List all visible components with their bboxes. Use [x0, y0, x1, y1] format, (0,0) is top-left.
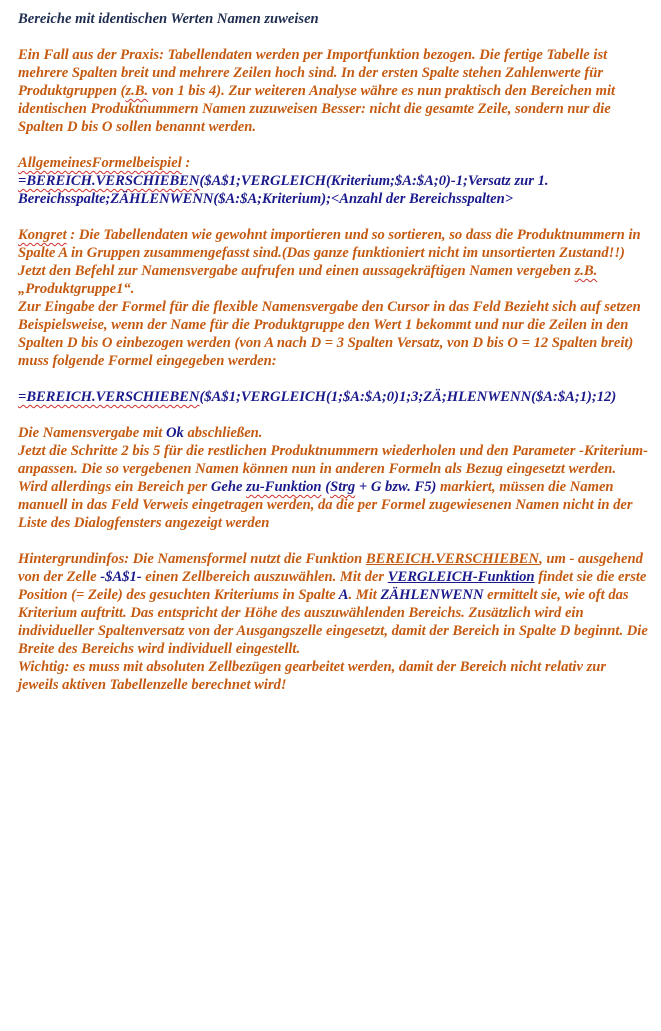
kongret-zb: z.B.: [574, 263, 598, 279]
bg-zaehlenwenn: ZÄHLENWENN: [380, 587, 484, 603]
steps-text: Jetzt die Schritte 2 bis 5 für die restlichen Produktnummern wiederholen und den Parameter -Kriterium- anpassen. Die so vergebenen Namen können nun in anderen Formeln als Bezug eingesetzt werden. Wird allerdings ein Bereich per: [18, 443, 649, 495]
strg-key: Strg: [330, 479, 356, 495]
intro-zb: z.B.: [125, 83, 149, 99]
example-formula: ($A$1;VERGLEICH(Kriterium;$A:$A;0)-1;Versatz zur 1. Bereichsspalte;ZÄHLENWENN($A:$A;Kriterium);<Anzahl der Bereichsspalten>: [18, 173, 549, 207]
ok-word: Ok: [165, 425, 184, 441]
bg-text-c: findet sie die erste Position (= Zeile) des gesuchten Kriteriums in Spalte: [18, 569, 647, 603]
ok-pre: Die Namensvergabe mit: [18, 425, 166, 441]
kongret-text: : Die Tabellendaten wie gewohnt importieren und so sortieren, so dass die Produktnummern in Spalte A in Gruppen zusammengefasst sind.(Das ganze funktioniert nicht im unsortierten Zustand!!) Jetzt den Befehl zur Namensvergabe aufrufen und einen aussagekräftigen Namen vergeben: [18, 227, 641, 279]
background-paragraph: [18, 550, 648, 694]
document-body: [18, 10, 648, 712]
intro-text: Ein Fall aus der Praxis: Tabellendaten werden per Importfunktion bezogen. Die fertige Tabelle ist mehrere Spalten breit und mehrere Zeilen hoch sind. In der ersten Spalte stehen Zahlenwerte für Produktgruppen (: [18, 47, 608, 99]
bg-cell: -$A$1-: [100, 569, 142, 585]
bg-function: BEREICH.VERSCHIEBEN: [365, 551, 540, 567]
kongret-text-b: „Produktgruppe1“.: [18, 281, 135, 297]
gehe-open: (: [321, 479, 331, 495]
bg-column: A: [338, 587, 349, 603]
ok-post: abschließen.: [183, 425, 263, 441]
kongret-label: Kongret: [18, 227, 67, 243]
formula-function-name: =BEREICH.VERSCHIEBEN: [18, 389, 200, 405]
bg-text-d: . Mit: [348, 587, 381, 603]
steps-paragraph: [18, 424, 648, 532]
important-note: Wichtig: es muss mit absoluten Zellbezügen gearbeitet werden, damit der Bereich nicht relativ zur jeweils aktiven Tabellenzelle berechnet wird!: [18, 659, 607, 693]
intro-paragraph: [18, 46, 648, 136]
formula-paragraph: [18, 388, 648, 406]
example-function-name: =BEREICH.VERSCHIEBEN: [18, 173, 200, 189]
strg-rest: + G bzw. F5): [355, 479, 437, 495]
gehe-pre: Gehe: [210, 479, 247, 495]
gehe-function: zu-Funktion: [246, 479, 322, 495]
bg-text-e: ermittelt sie, wie oft das Kriterium auftritt. Das entspricht der Höhe des auszuwählenden Bereichs. Zusätzlich wird ein individueller Spaltenversatz von der Ausgangszelle eingesetzt, damit der Bereich in Spalte D beginnt. Die Breite des Bereichs wird individuell eingestellt.: [18, 587, 648, 657]
steps-text-b: markiert, müssen die Namen manuell in das Feld Verweis eingetragen werden, da die per Formel zugewiesenen Namen nicht in der Liste des Dialogfensters angezeigt werden: [18, 479, 633, 531]
kongret-text-c: Zur Eingabe der Formel für die flexible Namensvergabe den Cursor in das Feld Bezieht sich auf setzen Beispielsweise, wenn der Name für die Produktgruppe den Wert 1 bekommt und nur die Zeilen in den Spalten D bis O einbezogen werden (von A nach D = 3 Spalten Versatz, von D bis O = 12 Spalten breit) muss folgende Formel eingegeben werden:: [18, 299, 641, 369]
intro-text-b: von 1 bis 4). Zur weiteren Analyse währe es nun praktisch den Bereichen mit identischen Produktnummern Namen zuzuweisen Besser: nicht die gesamte Zeile, sondern nur die Spalten D bis O sollen benannt werden.: [18, 83, 616, 135]
example-paragraph: [18, 154, 648, 208]
example-heading: AllgemeinesFormelbeispiel: [18, 155, 182, 171]
bg-vergleich: VERGLEICH-Funktion: [387, 569, 535, 585]
bg-text-a: , um - ausgehend von der Zelle: [18, 551, 643, 585]
kongret-paragraph: [18, 226, 648, 370]
example-heading-tail: :: [181, 155, 191, 171]
formula-rest: ($A$1;VERGLEICH(1;$A:$A;0)1;3;ZÄ;HLENWENN($A:$A;1);12): [199, 389, 617, 405]
bg-pre: Hintergrundinfos: Die Namensformel nutzt die Funktion: [18, 551, 366, 567]
bg-text-b: einen Zellbereich auszuwählen. Mit der: [141, 569, 388, 585]
page-title: Bereiche mit identischen Werten Namen zuweisen: [18, 11, 319, 27]
